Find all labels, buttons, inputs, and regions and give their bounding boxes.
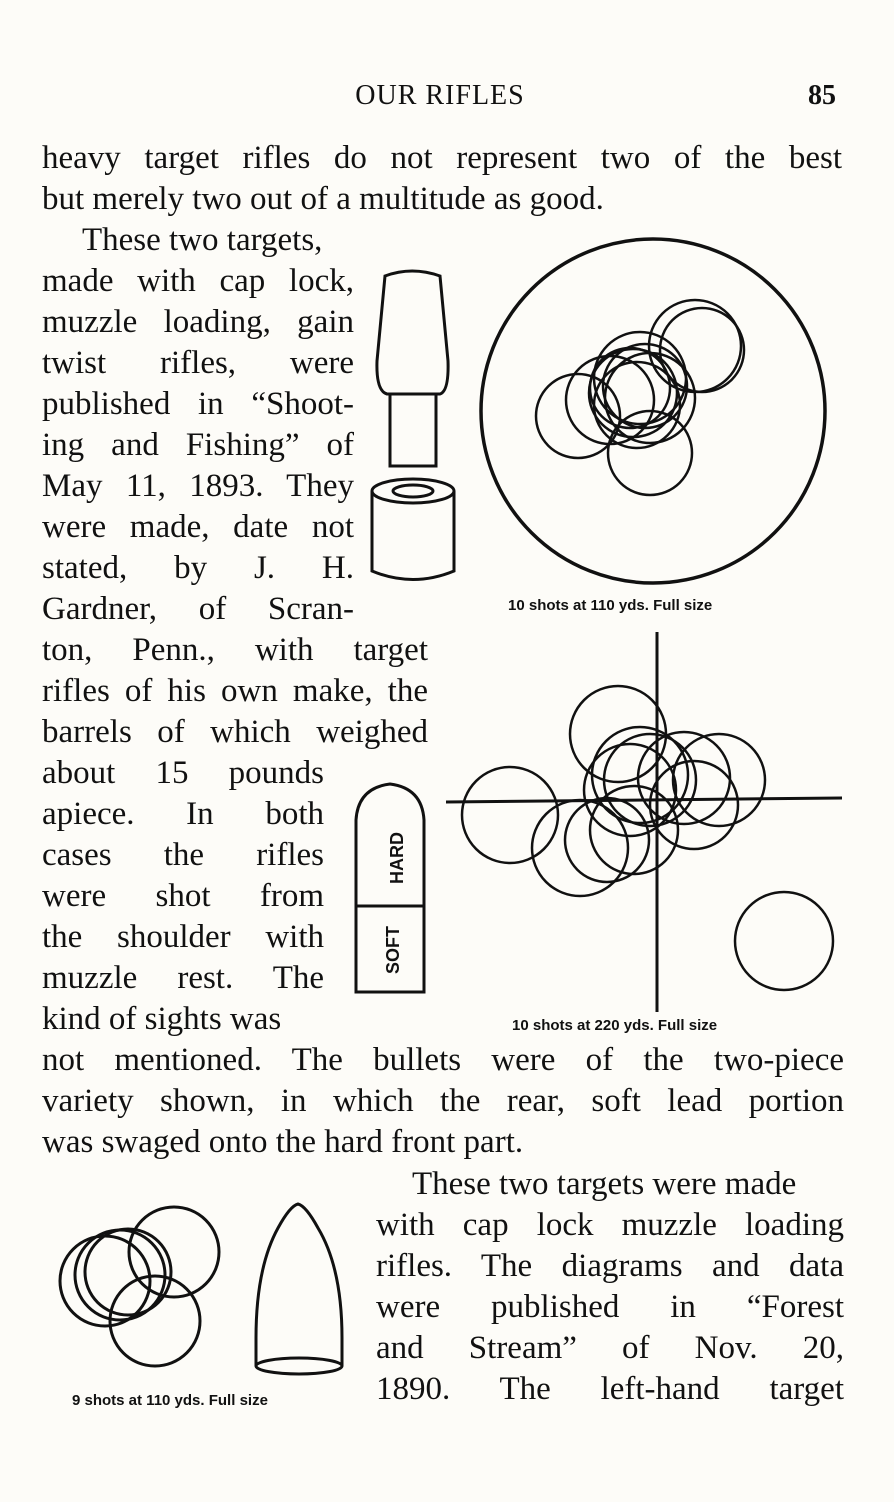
text-line: and Stream” of Nov. 20, — [376, 1330, 844, 1366]
text-line: These two targets were made — [412, 1166, 797, 1202]
text-line: were shot from — [42, 878, 324, 914]
soft-label: SOFT — [382, 926, 403, 974]
text-line: but merely two out of a multitude as good. — [42, 181, 604, 217]
text-line: kind of sights was — [42, 1001, 282, 1037]
target-diagram-220-yds — [444, 630, 844, 1015]
text-line: rifles. The diagrams and data — [376, 1248, 844, 1284]
bullet-pointed-illustration — [250, 1198, 350, 1383]
page-number: 85 — [808, 80, 836, 111]
text-line: about 15 pounds — [42, 755, 324, 791]
figure-caption: 9 shots at 110 yds. Full size — [72, 1392, 268, 1409]
text-line: stated, by J. H. — [42, 550, 354, 586]
text-line: with cap lock muzzle loading — [376, 1207, 844, 1243]
hard-label: HARD — [386, 832, 407, 884]
text-line: apiece. In both — [42, 796, 324, 832]
text-line: muzzle loading, gain — [42, 304, 354, 340]
text-line: barrels of which weighed — [42, 714, 428, 750]
target-diagram-9-shots — [50, 1195, 250, 1375]
page-header-title: OUR RIFLES — [355, 80, 525, 111]
text-line: rifles of his own make, the — [42, 673, 428, 709]
figure-caption: 10 shots at 110 yds. Full size — [508, 597, 713, 614]
text-line: 1890. The left-hand target — [376, 1371, 844, 1407]
text-line: ton, Penn., with target — [42, 632, 428, 668]
bullet-two-piece-illustration — [368, 266, 463, 588]
text-line: published in “Shoot- — [42, 386, 354, 422]
text-line: cases the rifles — [42, 837, 324, 873]
figure-caption: 10 shots at 220 yds. Full size — [512, 1017, 718, 1034]
target-diagram-110-yds — [470, 228, 840, 598]
text-line: muzzle rest. The — [42, 960, 324, 996]
text-line: made with cap lock, — [42, 263, 354, 299]
text-line: Gardner, of Scran- — [42, 591, 354, 627]
text-line: variety shown, in which the rear, soft lead portion — [42, 1083, 844, 1119]
text-line: the shoulder with — [42, 919, 324, 955]
text-line: These two targets, — [82, 222, 323, 258]
text-line: ing and Fishing” of — [42, 427, 354, 463]
text-line: were published in “Forest — [376, 1289, 844, 1325]
text-line: was swaged onto the hard front part. — [42, 1124, 524, 1160]
bullet-hard-soft-illustration — [348, 780, 432, 996]
text-line: twist rifles, were — [42, 345, 354, 381]
text-line: were made, date not — [42, 509, 354, 545]
text-line: heavy target rifles do not represent two of the best — [42, 140, 842, 176]
text-line: May 11, 1893. They — [42, 468, 354, 504]
text-line: not mentioned. The bullets were of the two-piece — [42, 1042, 844, 1078]
